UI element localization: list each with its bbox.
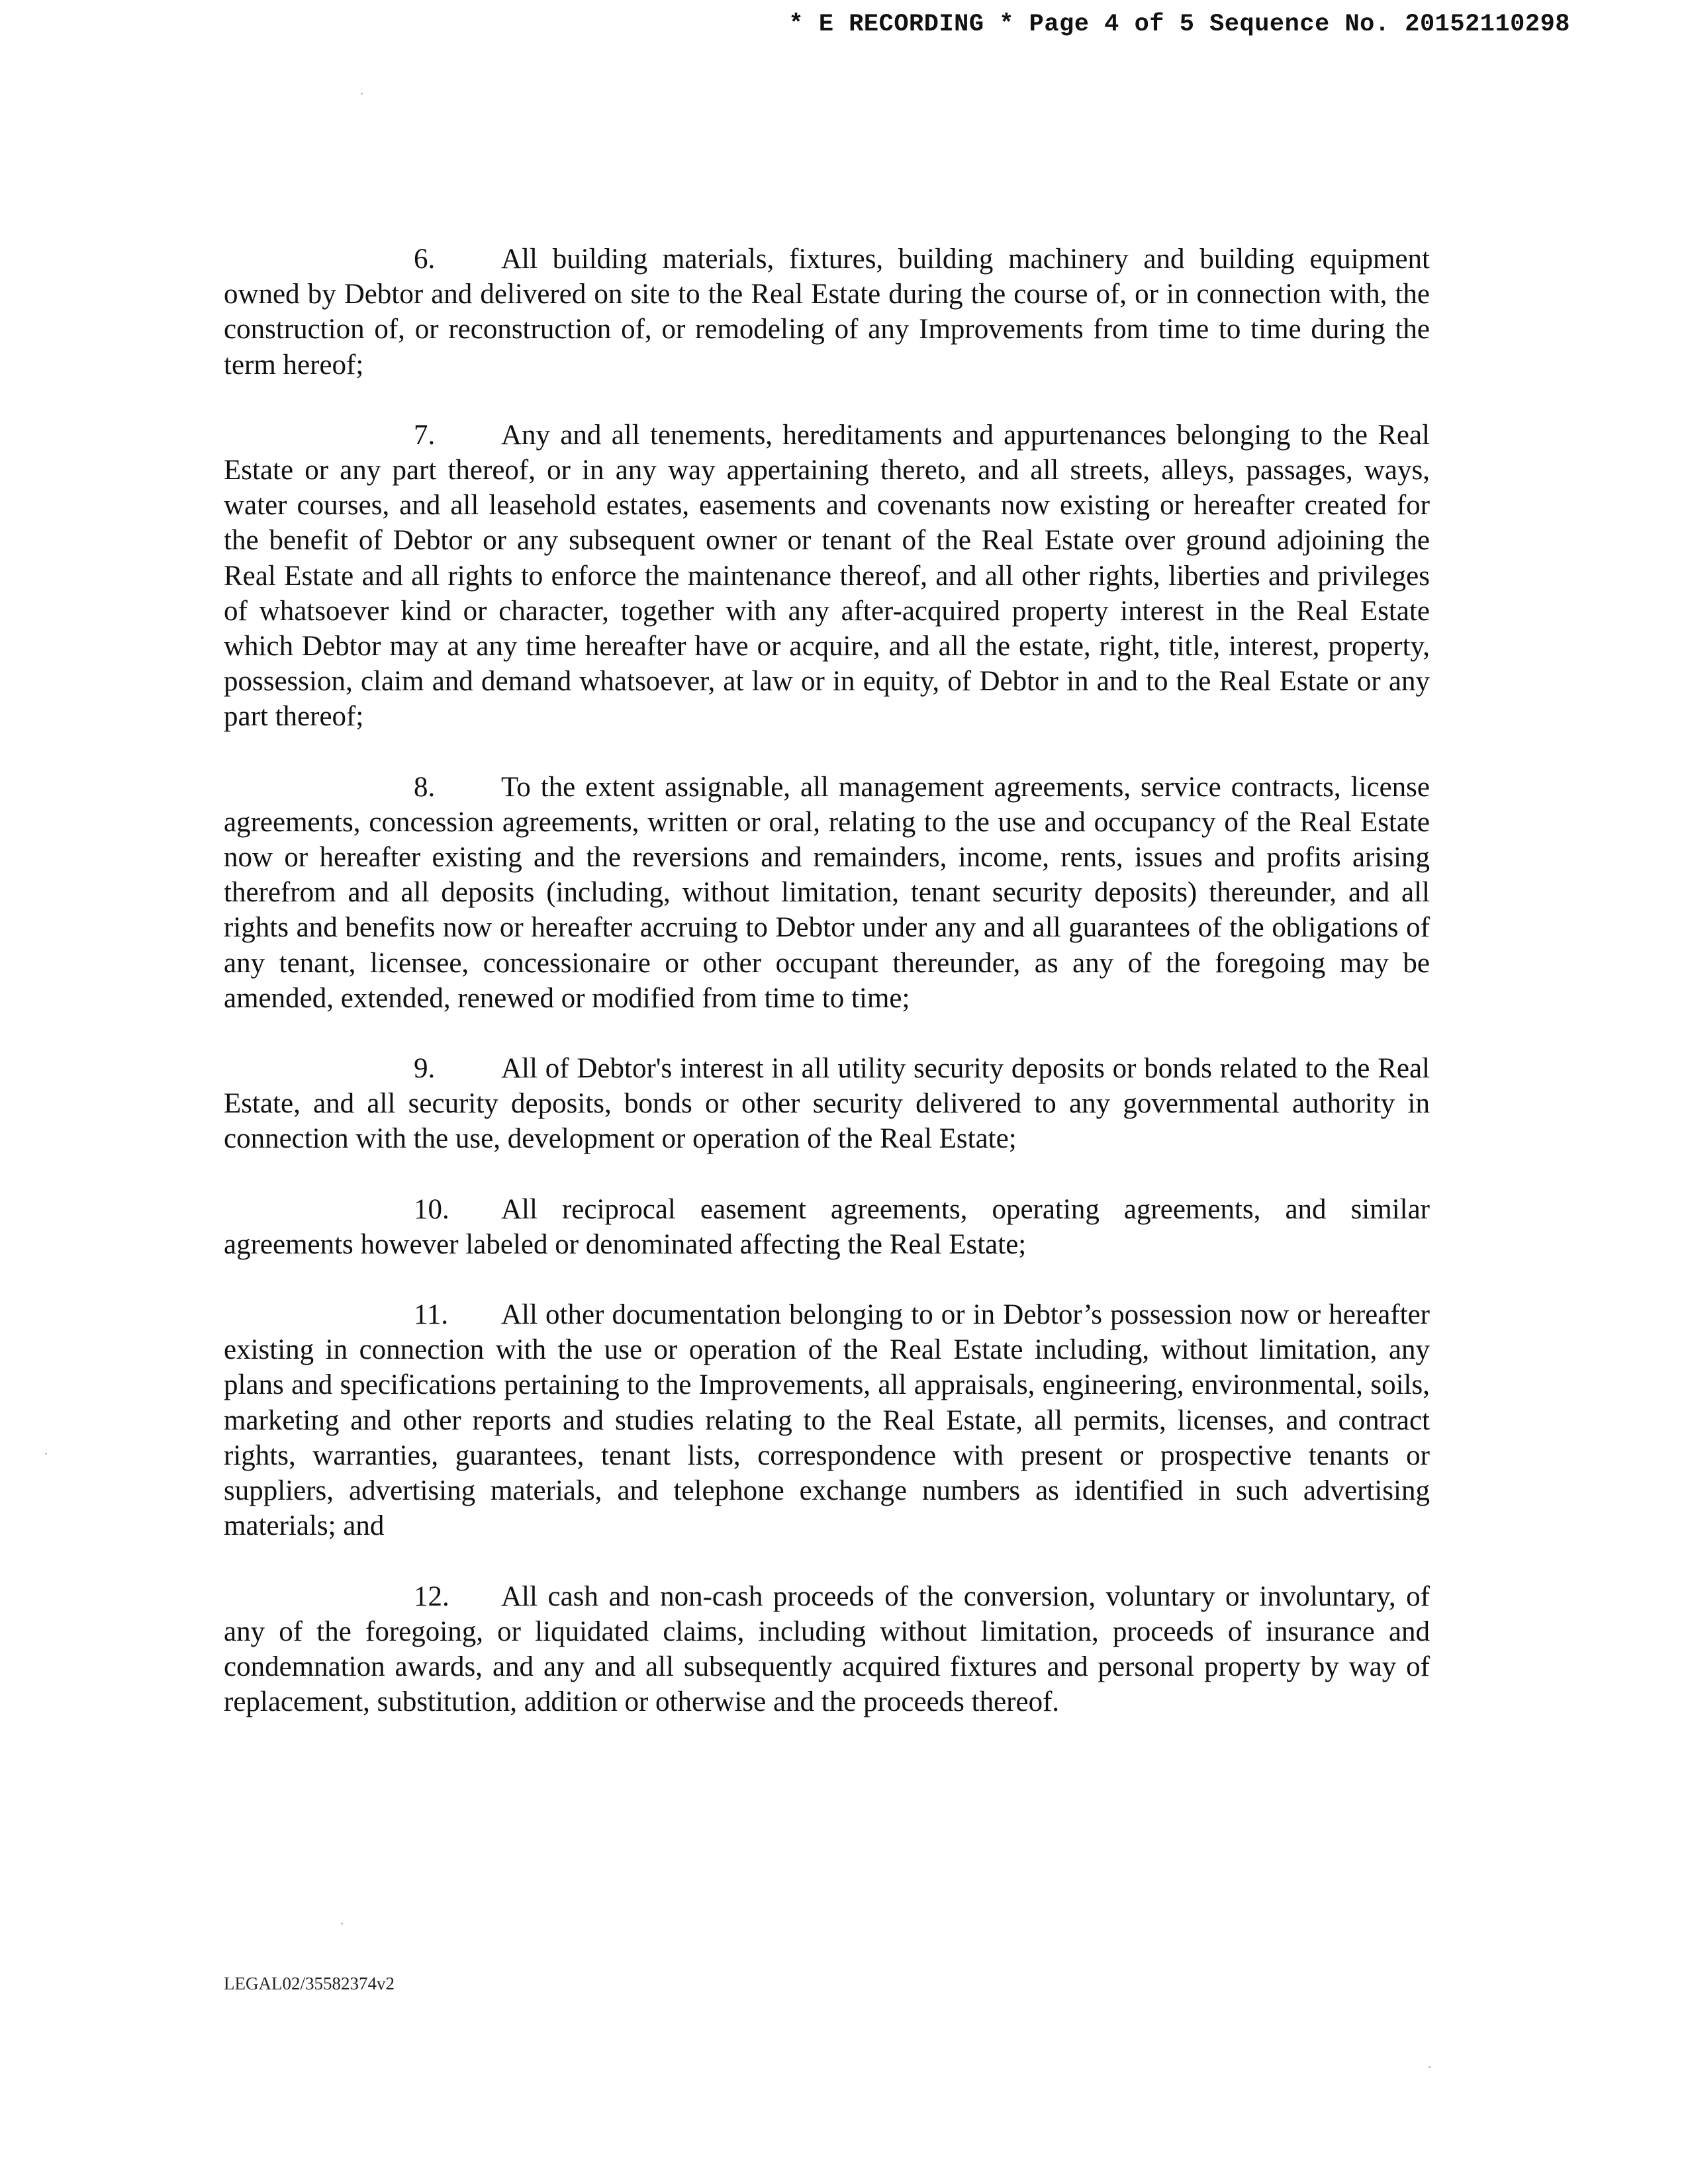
- paragraph-number: 12.: [414, 1580, 449, 1612]
- paragraph-6: [224, 242, 1430, 383]
- scan-speck: [1429, 2066, 1430, 2068]
- paragraph-number: 8.: [414, 771, 436, 803]
- paragraph-text: All reciprocal easement agreements, operating agreements, and similar agreements however labeled or denominated affecting the Real Estate;: [224, 1193, 1430, 1260]
- paragraph-number: 11.: [414, 1299, 449, 1331]
- paragraph-number: 9.: [414, 1053, 436, 1085]
- paragraph-12: [224, 1579, 1430, 1720]
- paragraph-text: All building materials, fixtures, building machinery and building equipment owned by Debtor and delivered on site to the Real Estate during the course of, or in connection with, the construction of, or reconstruction of, or remodeling of any Improvements from time to time during the term hereof;: [224, 244, 1430, 381]
- paragraph-text: All of Debtor's interest in all utility security deposits or bonds related to the Real Estate, and all security deposits, bonds or other security delivered to any governmental authority in connection with the use, development or operation of the Real Estate;: [224, 1053, 1430, 1155]
- paragraph-text: All other documentation belonging to or in Debtor’s possession now or hereafter existing in connection with the use or operation of the Real Estate including, without limitation, any plans and specifications pertaining to the Improvements, all appraisals, engineering, environmental, soils, marketing and other reports and studies relating to the Real Estate, all permits, licenses, and contract rights, warranties, guarantees, tenant lists, correspondence with present or prospective tenants or suppliers, advertising materials, and telephone exchange numbers as identified in such advertising materials; and: [224, 1299, 1430, 1542]
- scan-speck: [361, 93, 363, 95]
- paragraph-7: [224, 418, 1430, 735]
- paragraph-8: [224, 770, 1430, 1016]
- paragraph-10: [224, 1192, 1430, 1262]
- paragraph-text: All cash and non-cash proceeds of the conversion, voluntary or involuntary, of any of the foregoing, or liquidated claims, including without limitation, proceeds of insurance and condemnation awards, and any and all subsequently acquired fixtures and personal property by way of replacement, substitution, addition or otherwise and the proceeds thereof.: [224, 1580, 1430, 1718]
- scan-speck: [341, 1923, 343, 1925]
- paragraph-9: [224, 1051, 1430, 1157]
- paragraph-number: 6.: [414, 244, 436, 275]
- recording-header: * E RECORDING * Page 4 of 5 Sequence No. 20152110298: [788, 11, 1570, 38]
- paragraph-number: 7.: [414, 419, 436, 451]
- scan-speck: [45, 1453, 47, 1455]
- paragraph-text: To the extent assignable, all management agreements, service contracts, license agreements, concession agreements, written or oral, relating to the use and occupancy of the Real Estate now or hereafter existing and the reversions and remainders, income, rents, issues and profits arising therefrom and all deposits (including, without limitation, tenant security deposits) thereunder, and all rights and benefits now or hereafter accruing to Debtor under any and all guarantees of the obligations of any tenant, licensee, concessionaire or other occupant thereunder, as any of the foregoing may be amended, extended, renewed or modified from time to time;: [224, 771, 1430, 1014]
- document-body: [224, 242, 1430, 1754]
- paragraph-11: [224, 1297, 1430, 1543]
- paragraph-text: Any and all tenements, hereditaments and appurtenances belonging to the Real Estate or any part thereof, or in any way appertaining thereto, and all streets, alleys, passages, ways, water courses, and all leasehold estates, easements and covenants now existing or hereafter created for the benefit of Debtor or any subsequent owner or tenant of the Real Estate over ground adjoining the Real Estate and all rights to enforce the maintenance thereof, and all other rights, liberties and privileges of whatsoever kind or character, together with any after-acquired property interest in the Real Estate which Debtor may at any time hereafter have or acquire, and all the estate, right, title, interest, property, possession, claim and demand whatsoever, at law or in equity, of Debtor in and to the Real Estate or any part thereof;: [224, 419, 1430, 733]
- document-id-footer: LEGAL02/35582374v2: [224, 1974, 395, 1993]
- paragraph-number: 10.: [414, 1193, 449, 1225]
